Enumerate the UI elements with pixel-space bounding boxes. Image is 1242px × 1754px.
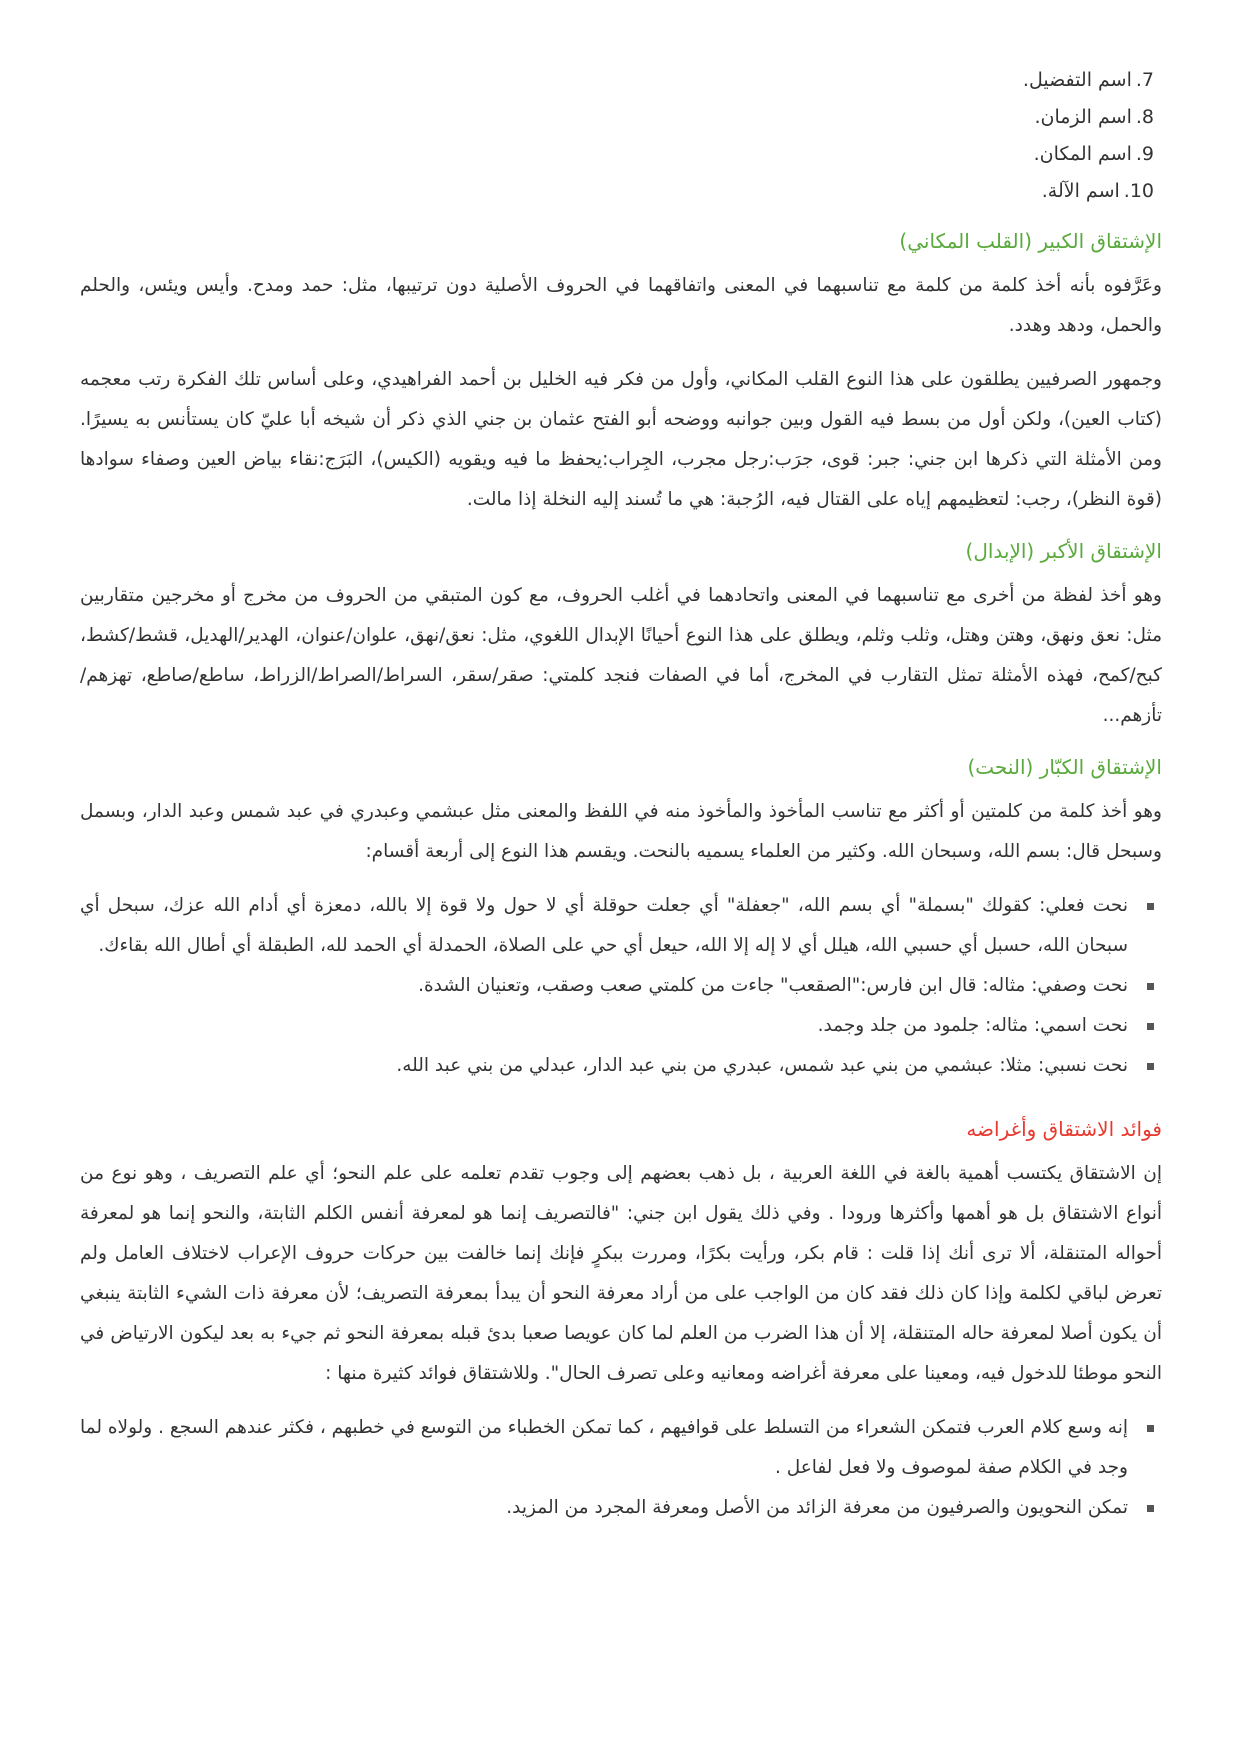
section-heading-kubbar: الإشتقاق الكبّار (النحت)	[967, 755, 1162, 779]
list-number: 10.	[1123, 180, 1154, 202]
square-bullet-icon	[1147, 983, 1154, 990]
list-text: اسم المكان.	[1033, 143, 1132, 165]
list-item	[80, 1488, 1162, 1528]
list-text: اسم الزمان.	[1034, 106, 1132, 128]
square-bullet-icon	[1147, 1425, 1154, 1432]
list-number: 7.	[1135, 69, 1154, 91]
paragraph: وهو أخذ كلمة من كلمتين أو أكثر مع تناسب المأخوذ والمأخوذ منه في اللفظ والمعنى مثل عبشمي وعبدري في عبد شمس وعبد الدار، وبسمل وسبحل قال: بسم الله، وسبحان الله. وكثير من العلماء يسميه بالنحت. ويقسم هذا النوع إلى أربعة أقسام:	[80, 801, 1162, 862]
paragraph: وجمهور الصرفيين يطلقون على هذا النوع القلب المكاني، وأول من فكر فيه الخليل بن أحمد الفراهيدي، وعلى أساس تلك الفكرة رتب معجمه (كتاب العين)، ولكن أول من بسط فيه القول وبين جوانبه ووضحه أبو الفتح عثمان بن جني الذي ذكر أن شيخه أبا عليّ كان يستأنس به يسيرًا. ومن الأمثلة التي ذكرها ابن جني: جبر: قوى، جرَب:رجل مجرب، الجِراب:يحفظ ما فيه ويقويه (الكيس)، البَرَج:نقاء بياض العين وصفاء سوادها (قوة النظر)، رجب: لتعظيمهم إياه على القتال فيه، الرُجبة: هي ما تُسند إليه النخلة إذا مالت.	[80, 369, 1162, 510]
paragraph: وعَرَّفوه بأنه أخذ كلمة من كلمة مع تناسبهما في المعنى واتفاقهما في الحروف الأصلية دون ترتيبها، مثل: حمد ومدح. وأيس ويئس، والحلم والحمل، ودهد وهدد.	[80, 275, 1162, 336]
list-text: نحت اسمي: مثاله: جلمود من جلد وجمد.	[817, 1015, 1128, 1036]
paragraph: وهو أخذ لفظة من أخرى مع تناسبهما في المعنى واتحادهما في أغلب الحروف، مع كون المتبقي من الحروف من مخرج أو مخرجين متقاربين مثل: نعق ونهق، وهتن وهتل، وثلب وثلم، ويطلق على هذا النوع أحيانًا الإبدال اللغوي، مثل: نعق/نهق، علوان/عنوان، الهدير/الهديل، قشط/كشط، كبح/كمح، فهذه الأمثلة تمثل التقارب في المخرج، أما في الصفات فنجد كلمتي: صقر/سقر، السراط/الصراط/الزراط، ساطع/صاطع، تهزهم/تأزهم...	[80, 585, 1162, 726]
list-text: إنه وسع كلام العرب فتمكن الشعراء من التسلط على قوافيهم ، كما تمكن الخطباء من التوسع في خطبهم ، فكثر عندهم السجع . ولولاه لما وجد في الكلام صفة لموصوف ولا فعل لفاعل .	[80, 1417, 1128, 1478]
square-bullet-icon	[1147, 903, 1154, 910]
list-number: 9.	[1135, 143, 1154, 165]
square-bullet-icon	[1147, 1063, 1154, 1070]
list-item	[80, 99, 1154, 136]
list-number: 8.	[1135, 106, 1154, 128]
list-item	[80, 136, 1154, 173]
section-heading-kabir: الإشتقاق الكبير (القلب المكاني)	[899, 229, 1162, 253]
list-item	[80, 62, 1154, 99]
numbered-list	[80, 62, 1162, 210]
section-heading-fawaid: فوائد الاشتقاق وأغراضه	[966, 1117, 1162, 1141]
square-bullet-icon	[1147, 1023, 1154, 1030]
section-heading-akbar: الإشتقاق الأكبر (الإبدال)	[965, 539, 1162, 563]
list-item	[80, 966, 1162, 1006]
paragraph: إن الاشتقاق يكتسب أهمية بالغة في اللغة العربية ، بل ذهب بعضهم إلى وجوب تقدم تعلمه على علم النحو؛ أي علم التصريف ، وهو نوع من أنواع الاشتقاق بل هو أهمها وأكثرها ورودا . وفي ذلك يقول ابن جني: "فالتصريف إنما هو لمعرفة أنفس الكلم الثابتة، والنحو إنما هو لمعرفة أحواله المتنقلة، ألا ترى أنك إذا قلت : قام بكر، ورأيت بكرًا، ومررت ببكرٍ فإنك إنما خالفت بين حركات حروف الإعراب لاختلاف العامل ولم تعرض لباقي لكلمة وإذا كان ذلك فقد كان من الواجب على من أراد معرفة النحو أن يبدأ بمعرفة التصريف؛ لأن معرفة ذات الشيء الثابتة ينبغي أن يكون أصلا لمعرفة حاله المتنقلة، إلا أن هذا الضرب من العلم لما كان عويصا صعبا بدئ قبله بمعرفة النحو ثم جيء به بعد ليكون الارتياض في النحو موطئا للدخول فيه، ومعينا على معرفة أغراضه ومعانيه وعلى تصرف الحال". وللاشتقاق فوائد كثيرة منها :	[80, 1163, 1162, 1384]
bullet-list	[80, 886, 1162, 1086]
list-text: نحت فعلي: كقولك "بسملة" أي بسم الله، "جعفلة" أي جعلت حوقلة أي لا حول ولا قوة إلا بالله، دمعزة أي أدام الله عزك، سبحل أي سبحان الله، حسبل أي حسبي الله، هيلل أي لا إله إلا الله، حيعل أي حي على الصلاة، الحمدلة أي الحمد لله، الطبقلة أي أطال الله بقاءك.	[80, 895, 1128, 956]
bullet-list	[80, 1408, 1162, 1528]
list-text: اسم التفضيل.	[1022, 69, 1132, 91]
list-item	[80, 1408, 1162, 1488]
list-item	[80, 1006, 1162, 1046]
list-text: تمكن النحويون والصرفيون من معرفة الزائد من الأصل ومعرفة المجرد من المزيد.	[506, 1497, 1128, 1518]
list-item	[80, 173, 1154, 210]
square-bullet-icon	[1147, 1505, 1154, 1512]
list-text: اسم الآلة.	[1041, 180, 1120, 202]
list-text: نحت وصفي: مثاله: قال ابن فارس:"الصقعب" جاءت من كلمتي صعب وصقب، وتعنيان الشدة.	[418, 975, 1128, 996]
list-text: نحت نسبي: مثلا: عبشمي من بني عبد شمس، عبدري من بني عبد الدار، عبدلي من بني عبد الله.	[396, 1055, 1128, 1076]
list-item	[80, 1046, 1162, 1086]
list-item	[80, 886, 1162, 966]
